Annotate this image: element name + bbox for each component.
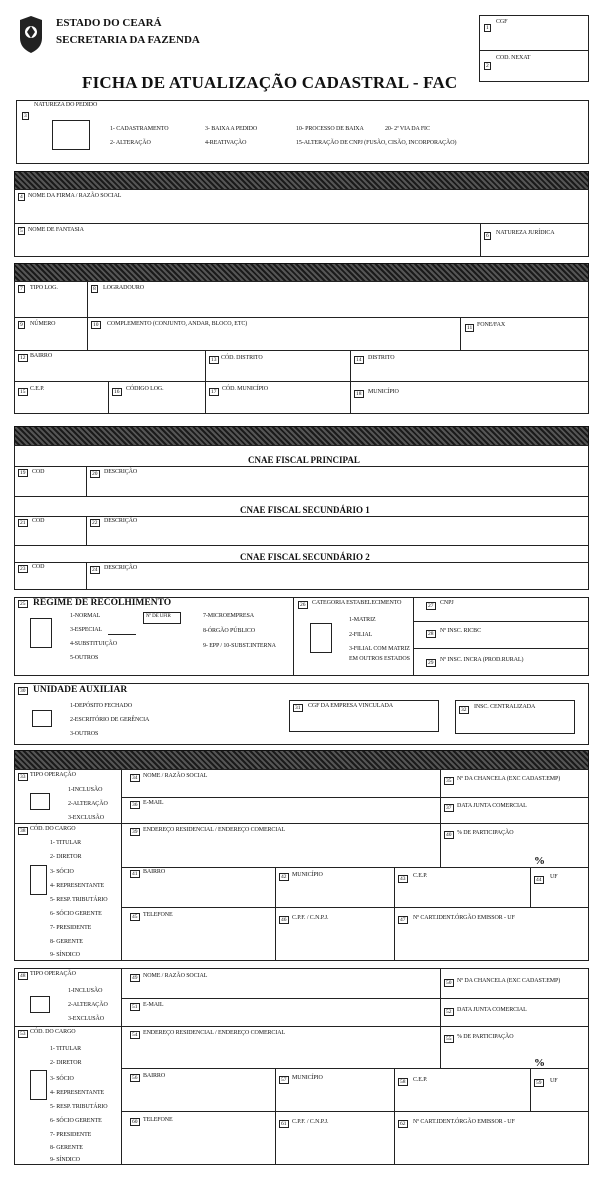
- field-number: 61: [281, 1121, 287, 1127]
- field-number: 40: [446, 832, 452, 838]
- address-label: COMPLEMENTO (CONJUNTO, ANDAR, BLOCO, ETC): [107, 321, 248, 327]
- nature-option: 1- CADASTRAMENTO: [110, 126, 169, 132]
- col-divider: [413, 597, 414, 676]
- op-option: 3-EXCLUSÃO: [68, 815, 104, 821]
- cargo-title: CÓD. DO CARGO: [30, 1029, 76, 1035]
- secretariat-name: SECRETARIA DA FAZENDA: [56, 34, 200, 46]
- row-divider: [413, 621, 589, 622]
- col-divider: [460, 317, 461, 350]
- unidade-option: 1-DEPÓSITO FECHADO: [70, 703, 132, 709]
- field-number: 14: [356, 357, 362, 363]
- section-bar: [14, 171, 589, 190]
- op-option: 3-EXCLUSÃO: [68, 1016, 104, 1022]
- percent-sign: %: [534, 1057, 545, 1069]
- socio-field-label: MUNICÍPIO: [292, 1075, 323, 1081]
- field-number: 53: [20, 1031, 26, 1037]
- field-number: 52: [446, 1009, 452, 1015]
- op-option: 2-ALTERAÇÃO: [68, 801, 108, 807]
- row-divider: [14, 381, 589, 382]
- field-number: 28: [428, 631, 434, 637]
- field-number: 16: [114, 389, 120, 395]
- socio-field-label: BAIRRO: [143, 1073, 166, 1079]
- socio-field-label: ENDEREÇO RESIDENCIAL / ENDEREÇO COMERCIAL: [143, 1030, 286, 1036]
- regime-option: 3-ESPECIAL: [70, 627, 103, 633]
- address-section: [14, 281, 589, 414]
- col-divider: [87, 281, 88, 317]
- categoria-title: CATEGORIA ESTABELECIMENTO: [312, 600, 402, 606]
- field-number: 56: [132, 1075, 138, 1081]
- address-label: TIPO LOG.: [30, 285, 58, 291]
- percent-sign: %: [534, 855, 545, 867]
- categoria-option: 2-FILIAL: [349, 632, 373, 638]
- nature-option: 10- PROCESSO DE BAIXA: [296, 126, 364, 132]
- field-number: 33: [20, 774, 26, 780]
- col-divider: [530, 1068, 531, 1111]
- socio-field-label: BAIRRO: [143, 869, 166, 875]
- field-number: 37: [446, 805, 452, 811]
- unidade-option: 2-ESCRITÓRIO DE GERÊNCIA: [70, 717, 150, 723]
- col-divider: [86, 562, 87, 590]
- field-number: 34: [132, 775, 138, 781]
- row-divider: [14, 466, 589, 467]
- section-bar: [14, 263, 589, 282]
- socio-field-label: C.E.P.: [413, 873, 428, 879]
- field-number: 25: [20, 601, 26, 607]
- cargo-option: 5- RESP. TRIBUTÁRIO: [50, 1104, 108, 1110]
- field-number: 6: [486, 233, 489, 239]
- cnae-desc-label: DESCRIÇÃO: [104, 565, 138, 571]
- row-divider: [14, 317, 589, 318]
- socio-field-label: % DE PARTICIPAÇÃO: [457, 830, 514, 836]
- field-number: 49: [132, 975, 138, 981]
- field-number: 4: [20, 194, 23, 200]
- field-number: 12: [20, 355, 26, 361]
- regime-option: 9- EPP / 10-SUBST.INTERNA: [203, 643, 276, 649]
- field-number: 2: [486, 63, 489, 69]
- field-number: 32: [461, 707, 467, 713]
- cargo-option: 8- GERENTE: [50, 1145, 83, 1151]
- fantasy-name-label: NOME DE FANTASIA: [28, 227, 84, 233]
- row-divider: [14, 516, 589, 517]
- row-divider: [14, 823, 589, 824]
- field-number: 30: [20, 688, 26, 694]
- field-number: 36: [132, 802, 138, 808]
- field-number: 1: [486, 25, 489, 31]
- field-number: 44: [536, 877, 542, 883]
- row-divider: [413, 648, 589, 649]
- field-number: 50: [446, 980, 452, 986]
- row-divider: [121, 998, 589, 999]
- cargo-option: 5- RESP. TRIBUTÁRIO: [50, 897, 108, 903]
- cargo-option: 3- SÓCIO: [50, 869, 74, 875]
- field-number: 46: [281, 917, 287, 923]
- cargo-option: 4- REPRESENTANTE: [50, 1090, 105, 1096]
- field-number: 23: [20, 566, 26, 572]
- cnae-sec2-title: CNAE FISCAL SECUNDÁRIO 2: [240, 552, 370, 562]
- cargo-option: 7- PRESIDENTE: [50, 1132, 92, 1138]
- unidade-option: 3-OUTROS: [70, 731, 99, 737]
- categoria-option: 3-FILIAL COM MATRIZ: [349, 646, 410, 652]
- row-divider: [121, 1111, 589, 1112]
- field-number: 38: [20, 828, 26, 834]
- field-number: 24: [92, 567, 98, 573]
- address-label: MUNICÍPIO: [368, 389, 399, 395]
- regime-checkbox[interactable]: [30, 618, 52, 648]
- nature-option: 2- ALTERAÇÃO: [110, 140, 151, 146]
- socio-field-label: C.P.F. / C.N.P.J.: [292, 915, 329, 921]
- cnae-cod-label: COD: [32, 518, 45, 524]
- regime-option: 7-MICROEMPRESA: [203, 613, 254, 619]
- socio-field-label: Nº CART.IDENT.ÓRGÃO EMISSOR - UF: [413, 1119, 515, 1125]
- field-number: 19: [20, 470, 26, 476]
- op-title: TIPO OPERAÇÃO: [30, 971, 76, 977]
- socio-field-label: C.E.P.: [413, 1077, 428, 1083]
- regime-title: REGIME DE RECOLHIMENTO: [33, 598, 172, 608]
- nature-option: 3- BAIXA A PEDIDO: [205, 126, 258, 132]
- socio-field-label: UF: [550, 1078, 558, 1084]
- op-option: 1-INCLUSÃO: [68, 988, 103, 994]
- socio-field-label: TELEFONE: [143, 1117, 173, 1123]
- insc-centralizada-label: INSC. CENTRALIZADA: [474, 704, 536, 710]
- cargo-option: 2- DIRETOR: [50, 854, 82, 860]
- ufir-label: Nº DE UFIR: [146, 614, 171, 619]
- ricbc-label: Nº INSC. RICBC: [440, 628, 481, 634]
- field-number: 11: [467, 325, 473, 331]
- field-number: 22: [92, 520, 98, 526]
- cargo-option: 4- REPRESENTANTE: [50, 883, 105, 889]
- socio-field-label: ENDEREÇO RESIDENCIAL / ENDEREÇO COMERCIAL: [143, 827, 286, 833]
- field-number: 26: [300, 602, 306, 608]
- cnae-cod-label: COD: [32, 469, 45, 475]
- row-divider: [14, 545, 589, 546]
- field-number: 58: [400, 1079, 406, 1085]
- field-number: 15: [20, 389, 26, 395]
- field-number: 13: [211, 357, 217, 363]
- regime-option: 5-OUTROS: [70, 655, 99, 661]
- field-number: 8: [93, 286, 96, 292]
- field-number: 29: [428, 660, 434, 666]
- col-divider: [480, 223, 481, 257]
- cargo-option: 2- DIRETOR: [50, 1060, 82, 1066]
- address-label: LOGRADOURO: [103, 285, 145, 291]
- row-divider: [14, 350, 589, 351]
- col-divider: [87, 317, 88, 350]
- cargo-option: 1- TITULAR: [50, 1046, 82, 1052]
- cnae-cod-label: COD: [32, 564, 45, 570]
- cnae-desc-label: DESCRIÇÃO: [104, 518, 138, 524]
- state-name: ESTADO DO CEARÁ: [56, 17, 162, 29]
- field-number: 60: [132, 1119, 138, 1125]
- address-label: CÓDIGO LOG.: [126, 386, 164, 392]
- field-number: 18: [356, 391, 362, 397]
- legal-nature-label: NATUREZA JURÍDICA: [496, 230, 555, 236]
- cargo-checkbox[interactable]: [30, 1070, 47, 1100]
- nature-checkbox[interactable]: [52, 120, 90, 150]
- col-divider: [108, 381, 109, 414]
- col-divider: [440, 1026, 441, 1068]
- op-option: 2-ALTERAÇÃO: [68, 1002, 108, 1008]
- row-divider: [121, 1068, 589, 1069]
- field-number: 42: [281, 874, 287, 880]
- field-number: 39: [132, 829, 138, 835]
- cargo-option: 3- SÓCIO: [50, 1076, 74, 1082]
- socio-field-label: NOME / RAZÃO SOCIAL: [143, 773, 208, 779]
- state-emblem: [18, 14, 44, 54]
- row-divider: [14, 496, 589, 497]
- firm-name-label: NOME DA FIRMA / RAZÃO SOCIAL: [28, 193, 122, 199]
- field-number: 31: [295, 705, 301, 711]
- cgf-divider: [479, 50, 589, 51]
- row-divider: [121, 797, 589, 798]
- cargo-option: 7- PRESIDENTE: [50, 925, 92, 931]
- field-number: 59: [536, 1080, 542, 1086]
- col-divider: [530, 867, 531, 907]
- field-number: 41: [132, 871, 138, 877]
- row-divider: [121, 907, 589, 908]
- col-divider: [86, 516, 87, 545]
- socio-field-label: DATA JUNTA COMERCIAL: [457, 1007, 527, 1013]
- row-divider: [14, 562, 589, 563]
- field-number: 47: [400, 917, 406, 923]
- cargo-checkbox[interactable]: [30, 865, 47, 895]
- address-label: DISTRITO: [368, 355, 395, 361]
- field-number: 21: [20, 520, 26, 526]
- address-label: CÓD. MUNICÍPIO: [222, 386, 268, 392]
- field-number: 35: [446, 778, 452, 784]
- socio-field-label: Nº DA CHANCELA (EXC CADAST.EMP): [457, 776, 561, 782]
- col-divider: [440, 769, 441, 823]
- field-number: 7: [20, 286, 23, 292]
- field-number: 62: [400, 1121, 406, 1127]
- cargo-title: CÓD. DO CARGO: [30, 826, 76, 832]
- field-number: 51: [132, 1004, 138, 1010]
- socio-field-label: Nº DA CHANCELA (EXC CADAST.EMP): [457, 978, 561, 984]
- regime-option: 1-NORMAL: [70, 613, 101, 619]
- col-divider: [205, 350, 206, 414]
- row-divider: [121, 867, 589, 868]
- socio-field-label: E-MAIL: [143, 800, 164, 806]
- incra-label: Nº INSC. INCRA (PROD.RURAL): [440, 657, 524, 663]
- section-bar: [14, 426, 589, 446]
- field-number: 27: [428, 603, 434, 609]
- socio-field-label: DATA JUNTA COMERCIAL: [457, 803, 527, 809]
- col-divider: [440, 968, 441, 1026]
- categoria-checkbox[interactable]: [310, 623, 332, 653]
- cargo-option: 8- GERENTE: [50, 939, 83, 945]
- cnpj-label: CNPJ: [440, 600, 454, 606]
- socio-field-label: MUNICÍPIO: [292, 872, 323, 878]
- socio-field-label: UF: [550, 874, 558, 880]
- socio-field-label: TELEFONE: [143, 912, 173, 918]
- col-divider: [275, 1068, 276, 1165]
- nature-label: NATUREZA DO PEDIDO: [34, 102, 98, 108]
- cargo-option: 1- TITULAR: [50, 840, 82, 846]
- socio-field-label: NOME / RAZÃO SOCIAL: [143, 973, 208, 979]
- address-label: NÚMERO: [30, 321, 56, 327]
- col-divider: [440, 823, 441, 867]
- address-label: CÓD. DISTRITO: [221, 355, 263, 361]
- field-number: 48: [20, 973, 26, 979]
- field-number: 5: [20, 228, 23, 234]
- cgf-vinculada-label: CGF DA EMPRESA VINCULADA: [308, 703, 394, 709]
- field-number: 54: [132, 1032, 138, 1038]
- cargo-option: 6- SÓCIO GERENTE: [50, 911, 102, 917]
- regime-option: 4-SUBSTITUIÇÃO: [70, 641, 117, 647]
- nature-option: 4-REATIVAÇÃO: [205, 140, 247, 146]
- field-number: 9: [20, 322, 23, 328]
- cnae-desc-label: DESCRIÇÃO: [104, 469, 138, 475]
- address-label: C.E.P.: [30, 386, 45, 392]
- op-title: TIPO OPERAÇÃO: [30, 772, 76, 778]
- col-divider: [394, 867, 395, 961]
- col-divider: [293, 597, 294, 676]
- socio-field-label: C.P.F. / C.N.P.J.: [292, 1119, 329, 1125]
- op-checkbox[interactable]: [30, 793, 50, 810]
- cod-nexat-label: COD. NEXAT: [496, 55, 531, 61]
- socio-field-label: Nº CART.IDENT.ÓRGÃO EMISSOR - UF: [413, 915, 515, 921]
- cargo-option: 6- SÓCIO GERENTE: [50, 1118, 102, 1124]
- col-divider: [275, 867, 276, 961]
- unidade-title: UNIDADE AUXILIAR: [33, 685, 128, 695]
- cnae-sec1-title: CNAE FISCAL SECUNDÁRIO 1: [240, 505, 370, 515]
- cargo-option: 9- SÍNDICO: [50, 1157, 80, 1163]
- field-number: 20: [92, 471, 98, 477]
- op-option: 1-INCLUSÃO: [68, 787, 103, 793]
- socio-field-label: % DE PARTICIPAÇÃO: [457, 1034, 514, 1040]
- section-bar: [14, 750, 589, 770]
- nature-option: 20- 2ª VIA DA FIC: [385, 126, 430, 132]
- col-divider: [394, 1068, 395, 1165]
- categoria-option: 1-MATRIZ: [349, 617, 376, 623]
- field-number: 10: [93, 322, 99, 328]
- socio-field-label: E-MAIL: [143, 1002, 164, 1008]
- nature-option: 15-ALTERAÇÃO DE CNPJ (FUSÃO, CISÃO, INCORPORAÇÃO): [296, 140, 457, 146]
- cgf-label: CGF: [496, 19, 508, 25]
- field-number: 43: [400, 876, 406, 882]
- cargo-option: 9- SÍNDICO: [50, 952, 80, 958]
- field-number: 45: [132, 914, 138, 920]
- unidade-checkbox[interactable]: [32, 710, 52, 727]
- cnae-principal-title: CNAE FISCAL PRINCIPAL: [248, 455, 360, 465]
- address-label: FONE/FAX: [477, 322, 506, 328]
- col-divider: [86, 466, 87, 496]
- row-divider: [14, 223, 589, 224]
- field-number: 55: [446, 1036, 452, 1042]
- row-divider: [14, 1026, 589, 1027]
- col-divider: [350, 350, 351, 414]
- op-checkbox[interactable]: [30, 996, 50, 1013]
- field-number: 17: [211, 389, 217, 395]
- field-number: 3: [24, 113, 27, 119]
- field-number: 57: [281, 1077, 287, 1083]
- especial-blank: [108, 634, 136, 635]
- page-title: FICHA DE ATUALIZAÇÃO CADASTRAL - FAC: [82, 73, 458, 92]
- address-label: BAIRRO: [30, 353, 53, 359]
- regime-option: 8-ÓRGÃO PÚBLICO: [203, 628, 256, 634]
- categoria-option: EM OUTROS ESTADOS: [349, 656, 410, 662]
